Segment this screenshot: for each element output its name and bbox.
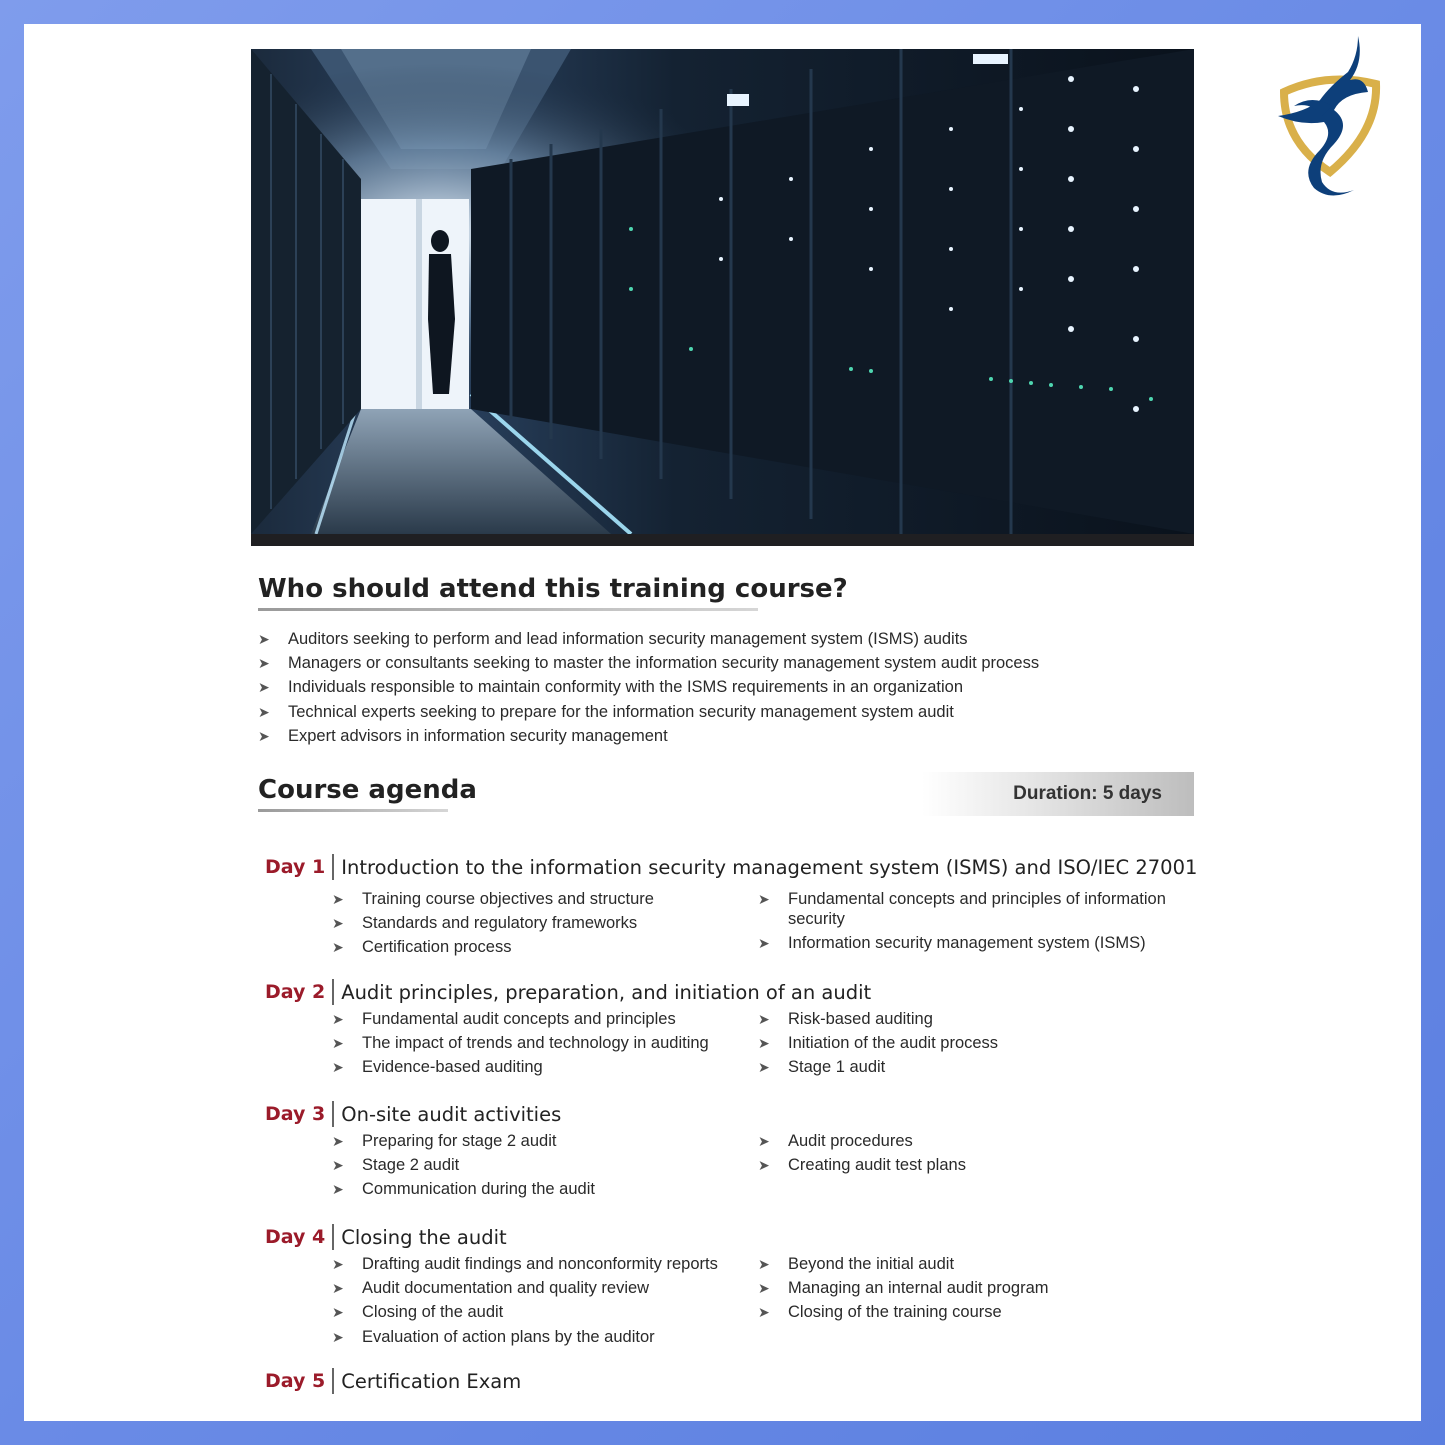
arrow-bullet-icon: ➤ (258, 679, 270, 696)
arrow-bullet-icon: ➤ (758, 1133, 770, 1149)
list-item: ➤ Communication during the audit (332, 1177, 595, 1201)
attend-heading: Who should attend this training course? (258, 574, 848, 604)
list-item: ➤ Managing an internal audit program (758, 1276, 1049, 1300)
list-item: ➤ Beyond the initial audit (758, 1252, 1049, 1276)
list-item: ➤ Stage 2 audit (332, 1153, 595, 1177)
arrow-bullet-icon: ➤ (332, 891, 344, 907)
arrow-bullet-icon: ➤ (758, 1059, 770, 1076)
arrow-bullet-icon: ➤ (332, 1280, 344, 1297)
list-item: ➤ Evaluation of action plans by the auditor (332, 1325, 718, 1349)
arrow-bullet-icon: ➤ (258, 631, 270, 647)
day-label: Day 2 (265, 981, 326, 1003)
day-separator (332, 854, 334, 880)
arrow-bullet-icon: ➤ (258, 727, 270, 744)
agenda-heading: Course agenda (258, 775, 477, 805)
list-item: ➤ Fundamental audit concepts and principles (332, 1007, 709, 1031)
attend-list (258, 627, 1039, 748)
arrow-bullet-icon: ➤ (758, 1035, 770, 1052)
list-item: ➤ Individuals responsible to maintain conformity with the ISMS requirements in an organization (258, 675, 1039, 699)
arrow-bullet-icon: ➤ (758, 1157, 770, 1174)
list-item: ➤ Evidence-based auditing (332, 1055, 709, 1079)
list-item: ➤ Audit procedures (758, 1129, 966, 1153)
day-title: Certification Exam (341, 1369, 522, 1393)
list-item: ➤ Audit documentation and quality review (332, 1276, 718, 1300)
list-item: ➤ Stage 1 audit (758, 1055, 998, 1079)
day-2-header (265, 979, 871, 1005)
list-item: ➤ Closing of the training course (758, 1300, 1049, 1324)
arrow-bullet-icon: ➤ (332, 1157, 344, 1174)
arrow-bullet-icon: ➤ (332, 1328, 344, 1345)
day-separator (332, 1224, 334, 1250)
list-item: ➤ Preparing for stage 2 audit (332, 1129, 595, 1153)
list-item: ➤ Information security management system (ISMS) (758, 933, 1146, 952)
list-item: ➤ Training course objectives and structure (332, 887, 654, 911)
day-label: Day 5 (265, 1370, 326, 1392)
arrow-bullet-icon: ➤ (758, 1256, 770, 1272)
arrow-bullet-icon: ➤ (332, 1133, 344, 1149)
list-item: ➤ Technical experts seeking to prepare for the information security management system audit (258, 700, 1039, 724)
day-3-right-list (758, 1129, 966, 1177)
list-item: ➤ Creating audit test plans (758, 1153, 966, 1177)
day-4-right-list (758, 1252, 1049, 1325)
day-4-header (265, 1224, 507, 1250)
arrow-bullet-icon: ➤ (332, 1059, 344, 1076)
day-title: On-site audit activities (341, 1102, 562, 1126)
day-label: Day 4 (265, 1226, 326, 1248)
arrow-bullet-icon: ➤ (758, 891, 770, 907)
day-separator (332, 1368, 334, 1394)
day-separator (332, 1101, 334, 1127)
list-item: ➤ Standards and regulatory frameworks (332, 911, 654, 935)
day-label: Day 1 (265, 856, 326, 878)
arrow-bullet-icon: ➤ (758, 934, 770, 951)
list-item: ➤ Managers or consultants seeking to master the information security management system audit process (258, 651, 1039, 675)
arrow-bullet-icon: ➤ (758, 1011, 770, 1027)
arrow-bullet-icon: ➤ (258, 703, 270, 720)
day-title: Closing the audit (341, 1225, 507, 1249)
day-1-header (265, 854, 1197, 880)
day-5-header (265, 1368, 521, 1394)
dragon-shield-logo (1272, 32, 1382, 200)
arrow-bullet-icon: ➤ (332, 1304, 344, 1321)
attend-underline (258, 608, 758, 611)
day-label: Day 3 (265, 1103, 326, 1125)
day-2-left-list (332, 1007, 709, 1080)
day-title: Audit principles, preparation, and initiation of an audit (341, 980, 872, 1004)
arrow-bullet-icon: ➤ (258, 655, 270, 672)
day-3-header (265, 1101, 561, 1127)
arrow-bullet-icon: ➤ (332, 1011, 344, 1027)
duration-badge: Duration: 5 days (922, 772, 1194, 816)
brochure-page (24, 24, 1421, 1421)
day-title: Introduction to the information security management system (ISMS) and ISO/IEC 27001 (341, 855, 1198, 879)
list-item: ➤ Certification process (332, 935, 654, 959)
hero-image (251, 49, 1194, 546)
day-3-left-list (332, 1129, 595, 1202)
list-item: ➤ Fundamental concepts and principles of information security (758, 890, 1166, 928)
list-item: ➤ Drafting audit findings and nonconformity reports (332, 1252, 718, 1276)
day-1-left-list (332, 887, 654, 960)
agenda-underline (258, 809, 448, 812)
arrow-bullet-icon: ➤ (332, 1256, 344, 1272)
day-1-right-list (758, 890, 1178, 958)
list-item: ➤ Closing of the audit (332, 1300, 718, 1324)
list-item: ➤ Initiation of the audit process (758, 1031, 998, 1055)
arrow-bullet-icon: ➤ (332, 939, 344, 956)
list-item: ➤ Risk-based auditing (758, 1007, 998, 1031)
day-2-right-list (758, 1007, 998, 1080)
arrow-bullet-icon: ➤ (332, 1181, 344, 1198)
list-item: ➤ Auditors seeking to perform and lead information security management system (ISMS) audits (258, 627, 1039, 651)
arrow-bullet-icon: ➤ (332, 915, 344, 932)
arrow-bullet-icon: ➤ (332, 1035, 344, 1052)
list-item: ➤ The impact of trends and technology in auditing (332, 1031, 709, 1055)
list-item: ➤ Expert advisors in information security management (258, 724, 1039, 748)
day-separator (332, 979, 334, 1005)
arrow-bullet-icon: ➤ (758, 1304, 770, 1321)
arrow-bullet-icon: ➤ (758, 1280, 770, 1297)
day-4-left-list (332, 1252, 718, 1349)
